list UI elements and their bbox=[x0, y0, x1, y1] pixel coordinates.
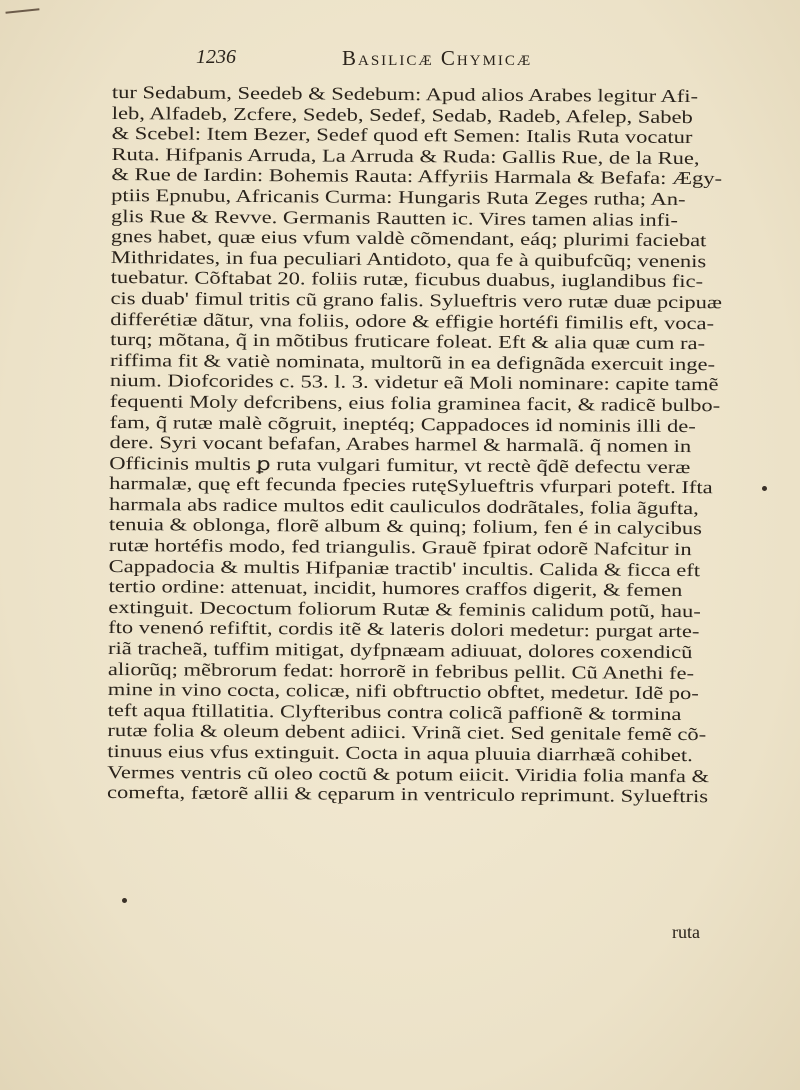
text-line: Ruta. Hifpanis Arruda, La Arruda & Ruda: Gallis Rue, de la Rue, bbox=[111, 143, 700, 168]
text-line: & Scebel: Item Bezer, Sedef quod eft Semen: Italis Ruta vocatur bbox=[111, 123, 693, 148]
text-line: rutæ folia & oleum debent adiici. Vrinã ciet. Sed genitale femẽ cõ- bbox=[107, 720, 707, 745]
text-line: leb, Alfadeb, Zcfere, Sedeb, Sedef, Sedab, Radeb, Afelep, Sabeb bbox=[111, 102, 693, 127]
text-line: & Rue de Iardin: Bohemis Rauta: Affyriis Harmala & Befafa: Ægy- bbox=[111, 164, 723, 189]
text-line: gnes habet, quæ eius vfum valdè cõmendant, eáq; plurimi faciebat bbox=[110, 226, 707, 251]
text-line: fequenti Moly defcribens, eius folia graminea facit, & radicẽ bulbo- bbox=[109, 390, 721, 416]
text-line: ptiis Epnubu, Africanis Curma: Hungaris Ruta Zeges rutha; An- bbox=[111, 184, 686, 209]
text-line: harmala abs radice multos edit cauliculos dodrãtales, folia ãgufta, bbox=[108, 493, 699, 518]
text-line: comefta, fætorẽ allii & cęparum in ventriculo reprimunt. Sylueftris bbox=[106, 782, 709, 807]
margin-ink-dot bbox=[762, 486, 767, 491]
text-line: Cappadocia & multis Hifpaniæ tractib' incultis. Calida & ficca eft bbox=[108, 555, 701, 580]
text-line: harmalæ, quę eft fecunda fpecies rutęSylueftris vfurpari poteft. Ifta bbox=[109, 473, 713, 498]
text-line: riã tracheã, tuffim mitigat, dyfpnæam adiuuat, dolores coxendicũ bbox=[107, 638, 693, 663]
text-line: fto venenó refiftit, cordis itẽ & lateris dolori medetur: purgat arte- bbox=[108, 617, 700, 642]
text-line: tuebatur. Cõftabat 20. foliis rutæ, ficubus duabus, iuglandibus fic- bbox=[110, 267, 704, 292]
text-line: tinuus eius vfus extinguit. Cocta in aqua pluuia diarrhæã cohibet. bbox=[107, 740, 693, 766]
text-line: differétiæ dãtur, vna foliis, odore & effigie hortéfi fimilis eft, voca- bbox=[110, 308, 715, 333]
text-line: riffima fit & vatiè nominata, multorũ in ea defignãda exercuit inge- bbox=[109, 349, 716, 374]
margin-ink-dot bbox=[122, 898, 127, 903]
text-line: rutæ hortéfis modo, fed triangulis. Grauẽ fpirat odorẽ Nafcitur in bbox=[108, 535, 692, 560]
text-line: fam, q̃ rutæ malè cõgruit, ineptéq; Cappadoces id nominis illi de- bbox=[109, 411, 696, 436]
text-line: Mithridates, in fua peculiari Antidoto, qua fe à quibufcũq; venenis bbox=[110, 246, 707, 271]
text-line: aliorũq; mẽbrorum fedat: horrorẽ in febribus pellit. Cũ Anethi fe- bbox=[107, 658, 695, 683]
text-line: nium. Diofcorides c. 53. l. 3. videtur eã Moli nominare: capite tamẽ bbox=[109, 370, 719, 395]
text-line: tertio ordine: attenuat, incidit, humores craffos digerit, & femen bbox=[108, 576, 683, 601]
text-line: tenuia & oblonga, florẽ album & quinq; folium, fen é in calycibus bbox=[108, 514, 702, 539]
text-line: turq; mõtana, q̃ in mõtibus fruticare foleat. Eft & alia quæ cum ra- bbox=[110, 329, 706, 354]
page-number: 1236 bbox=[196, 46, 236, 68]
page-header bbox=[196, 46, 616, 78]
text-line: teft aqua ftillatitia. Clyfteribus contra colicã paffionẽ & tormina bbox=[107, 699, 682, 724]
text-line: mine in vino cocta, colicæ, nifi obftructio obftet, medetur. Idẽ po- bbox=[107, 679, 699, 704]
text-line: glis Rue & Revve. Germanis Rautten ic. Vires tamen alias infi- bbox=[110, 205, 678, 230]
body-text bbox=[107, 82, 762, 807]
text-line: dere. Syri vocant befafan, Arabes harmel & harmalã. q̃ nomen in bbox=[109, 432, 692, 457]
text-line: Vermes ventris cũ oleo coctũ & potum eiicit. Viridia folia manfa & bbox=[107, 761, 710, 786]
text-line: Officinis multis ꝑ ruta vulgari fumitur, vt rectè q̃dẽ defectu veræ bbox=[109, 452, 691, 477]
text-line: cis duab' fimul tritis cũ grano falis. Sylueftris vero rutæ duæ pcipuæ bbox=[110, 287, 723, 313]
text-line: extinguit. Decoctum foliorum Rutæ & feminis calidum potũ, hau- bbox=[108, 596, 701, 621]
text-line: tur Sedabum, Seedeb & Sedebum: Apud alios Arabes legitur Afi- bbox=[111, 82, 699, 107]
catchword: ruta bbox=[672, 922, 700, 942]
running-head: Basilicæ Chymicæ bbox=[342, 46, 533, 70]
